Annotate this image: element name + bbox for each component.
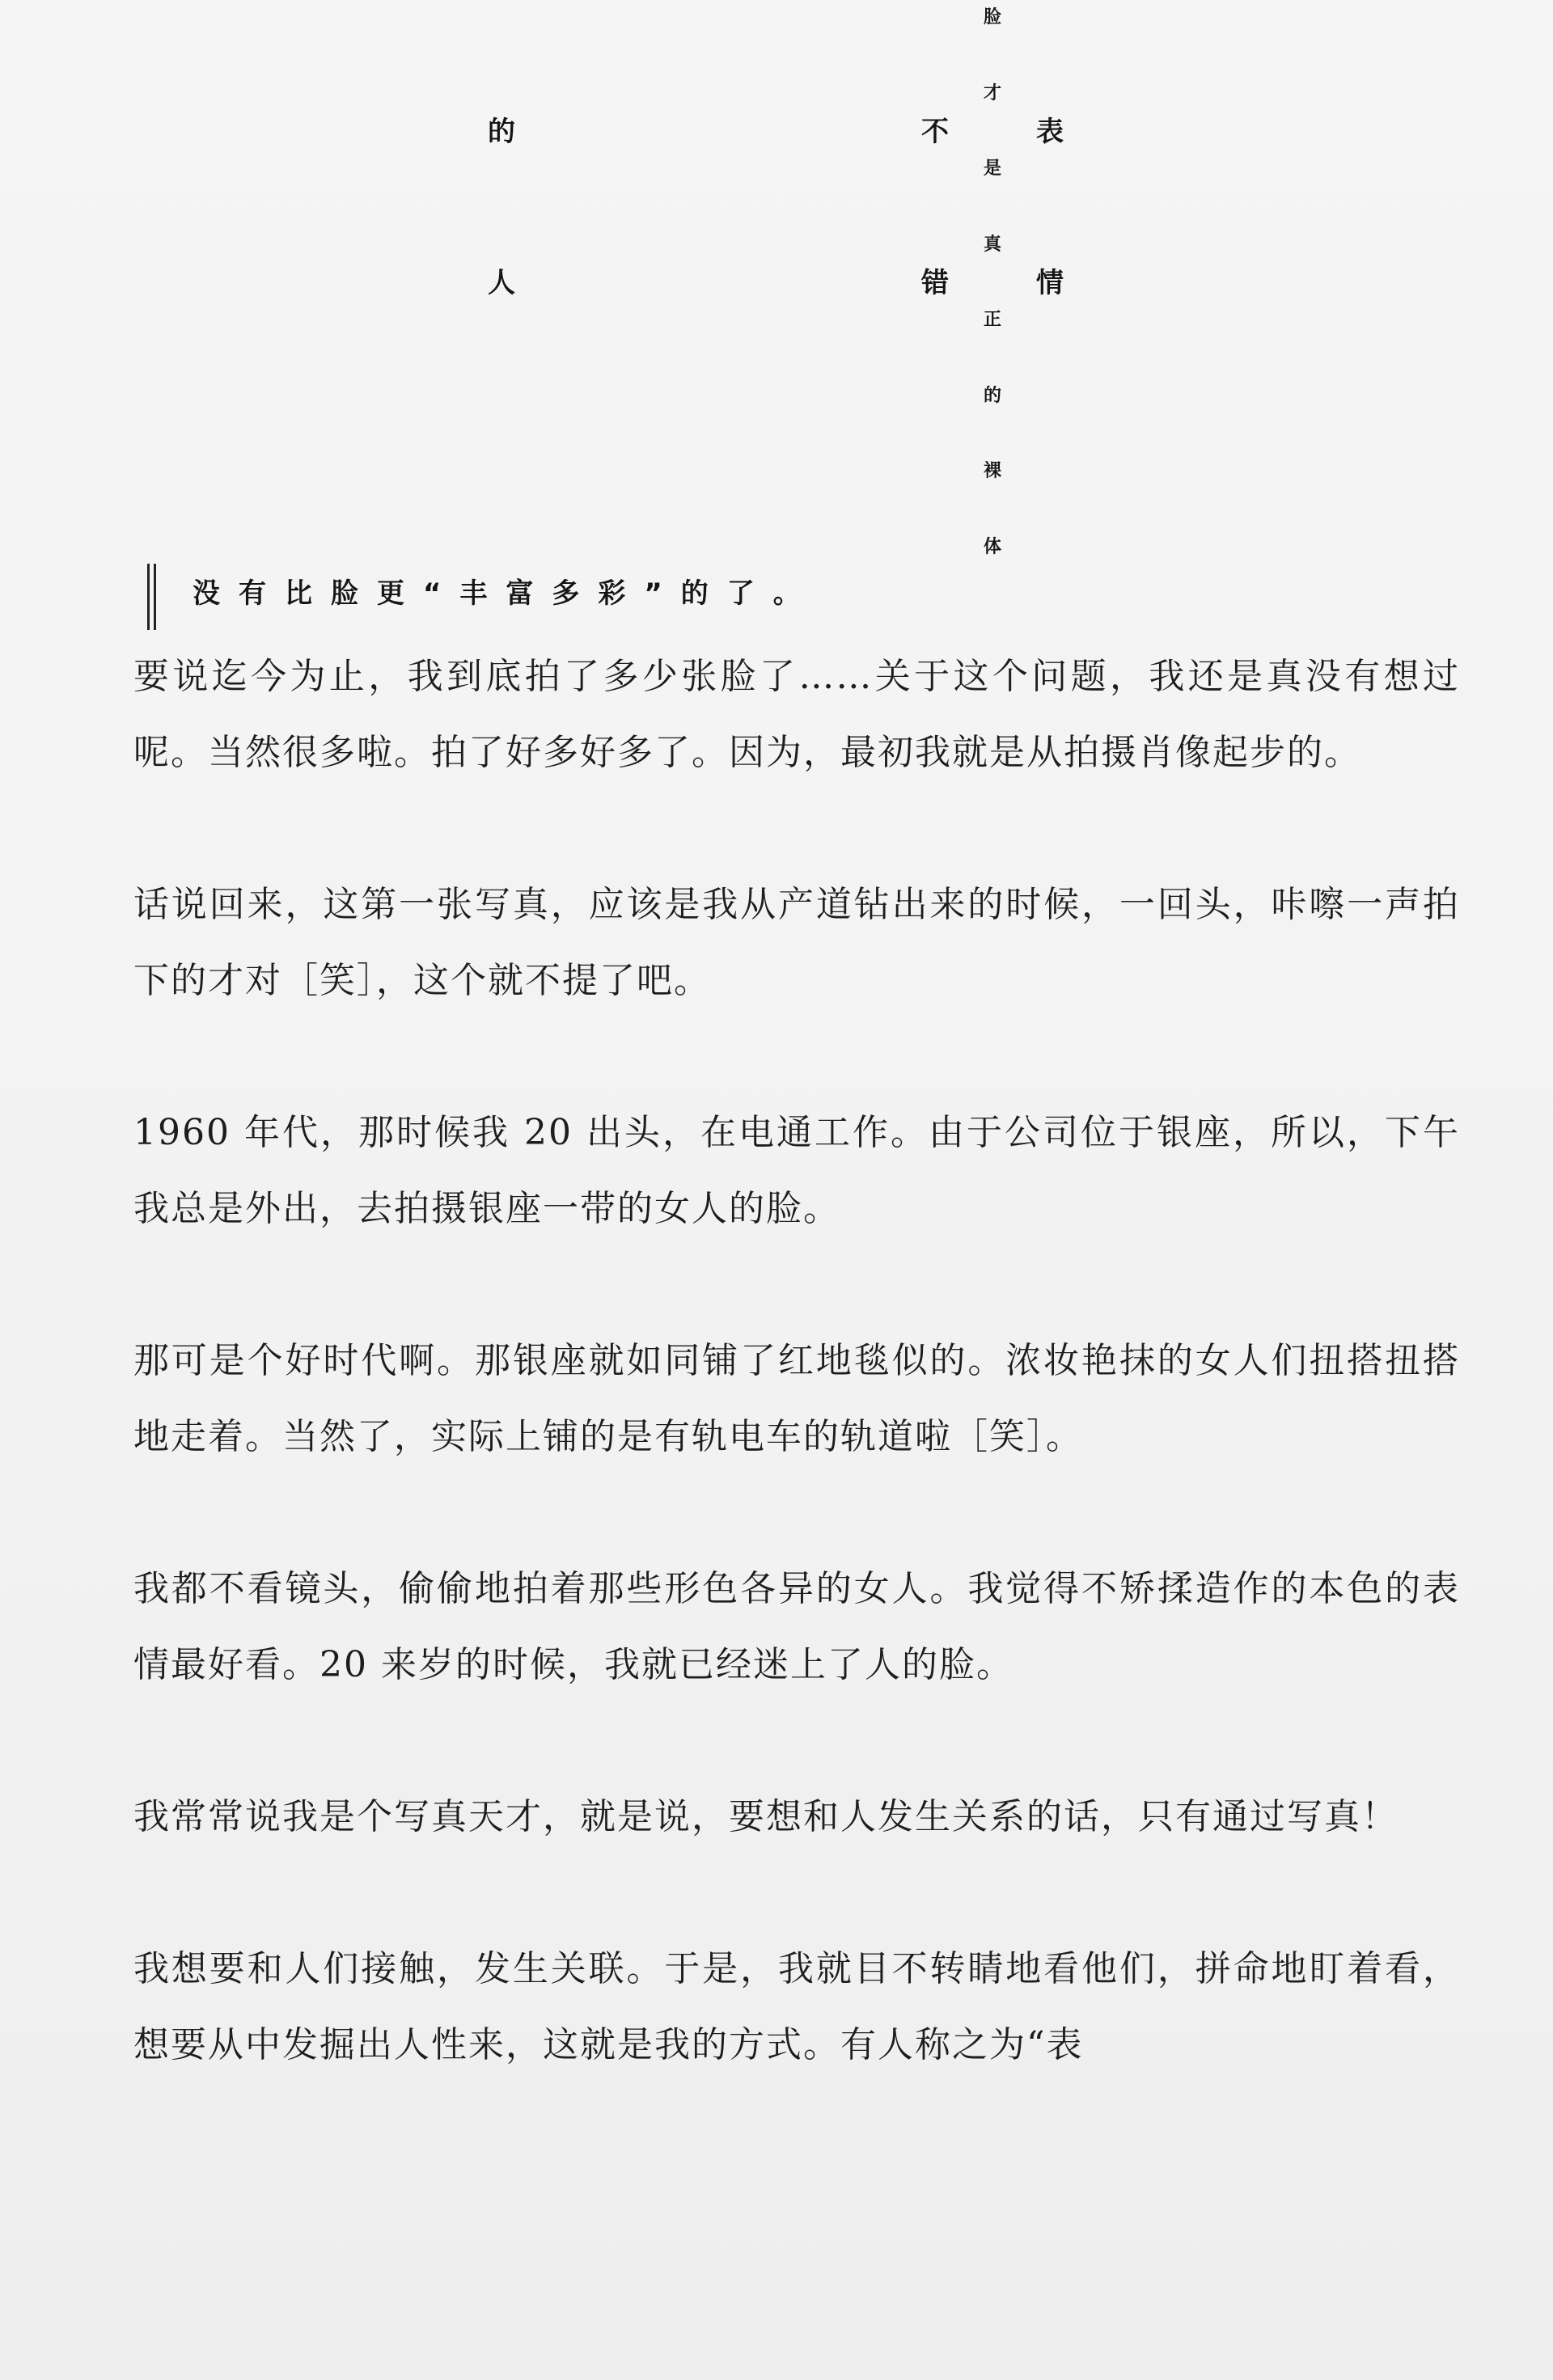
body-text <box>133 639 1460 2083</box>
title-char: 的 <box>488 116 515 148</box>
title-char: 裸 <box>983 461 1001 481</box>
title-column-bu <box>917 118 953 421</box>
title-column-de <box>484 118 519 421</box>
paragraph: 话说回来，这第一张写真，应该是我从产道钻出来的时候，一回头，咔嚓一声拍下的才对［笑］，这个就不提了吧。 <box>133 884 1460 1001</box>
paragraph: 我都不看镜头，偷偷地拍着那些形色各异的女人。我觉得不矫揉造作的本色的表情最好看。20 来岁的时候，我就已经迷上了人的脸。 <box>133 1568 1460 1685</box>
paragraph: 要说迄今为止，我到底拍了多少张脸了……关于这个问题，我还是真没有想过呢。当然很多啦。拍了好多好多了。因为，最初我就是从拍摄肖像起步的。 <box>133 656 1460 773</box>
title-char: 正 <box>983 310 1001 330</box>
title-char: 错 <box>921 267 949 299</box>
title-char: 才 <box>983 82 1001 104</box>
paragraph: 我常常说我是个写真天才，就是说，要想和人发生关系的话，只有通过写真！ <box>133 1796 1399 1837</box>
title-char: 人 <box>488 267 515 299</box>
title-char: 体 <box>983 536 1001 557</box>
paragraph: 1960 年代，那时候我 20 出头，在电通工作。由于公司位于银座，所以，下午我总是外出，去拍摄银座一带的女人的脸。 <box>133 1112 1460 1229</box>
subtitle: 没有比脸更“丰富多彩”的了。 <box>193 577 819 610</box>
subtitle-double-bar <box>147 564 156 630</box>
title-char: 脸 <box>983 7 1001 27</box>
title-char: 是 <box>983 159 1001 179</box>
title-char: 情 <box>1036 267 1064 299</box>
title-char: 的 <box>983 385 1001 406</box>
title-char: 真 <box>983 234 1001 255</box>
title-char: 不 <box>921 116 949 148</box>
paragraph: 我想要和人们接触，发生关联。于是，我就目不转睛地看他们，拼命地盯着看，想要从中发掘出人性来，这就是我的方式。有人称之为“表 <box>133 1948 1460 2065</box>
title-char: 表 <box>1036 116 1064 148</box>
paragraph: 那可是个好时代啊。那银座就如同铺了红地毯似的。浓妆艳抹的女人们扭搭扭搭地走着。当然了，实际上铺的是有轨电车的轨道啦［笑］。 <box>133 1340 1460 1457</box>
title-column-biao <box>1032 118 1068 421</box>
title-column-lian <box>980 9 1005 614</box>
